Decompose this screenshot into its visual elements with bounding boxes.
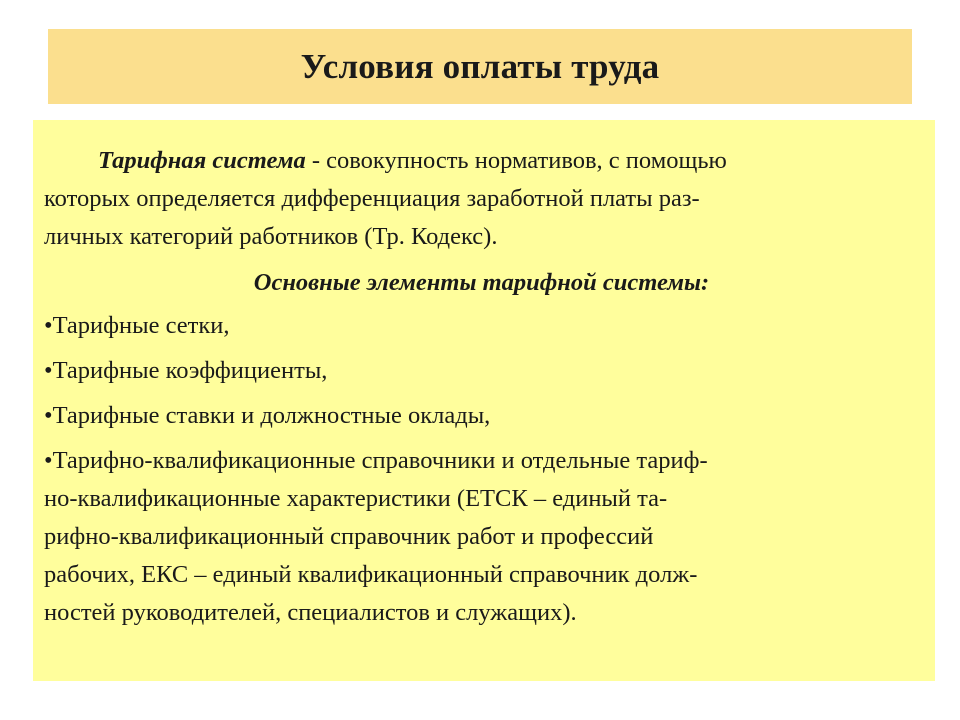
list-item: •Тарифные ставки и должностные оклады, [44,402,491,429]
content-panel [33,120,935,681]
elements-subheading: Основные элементы тарифной системы: [253,269,710,296]
list-item: •Тарифные сетки, [44,312,230,339]
definition-term: Тарифная система [98,147,306,174]
definition-paragraph [44,142,919,256]
list-item: •Тарифно-квалификационные справочники и отдельные тариф- но-квалификационные характеристики (ЕТСК – единый та- рифно-квалификационный справочник работ и профессий рабочих, ЕКС – единый квалификационный справочник долж- ностей руководителей, специалистов и служащих). [44,447,708,626]
list-item: •Тарифные коэффициенты, [44,357,328,384]
title-banner [48,29,912,104]
definition-text: - совокупность нормативов, с помощью которых определяется дифференциация заработной платы раз- личных категорий работников (Тр. Кодекс). [44,147,727,250]
slide-title: Условия оплаты труда [300,46,660,86]
elements-list [44,307,919,632]
